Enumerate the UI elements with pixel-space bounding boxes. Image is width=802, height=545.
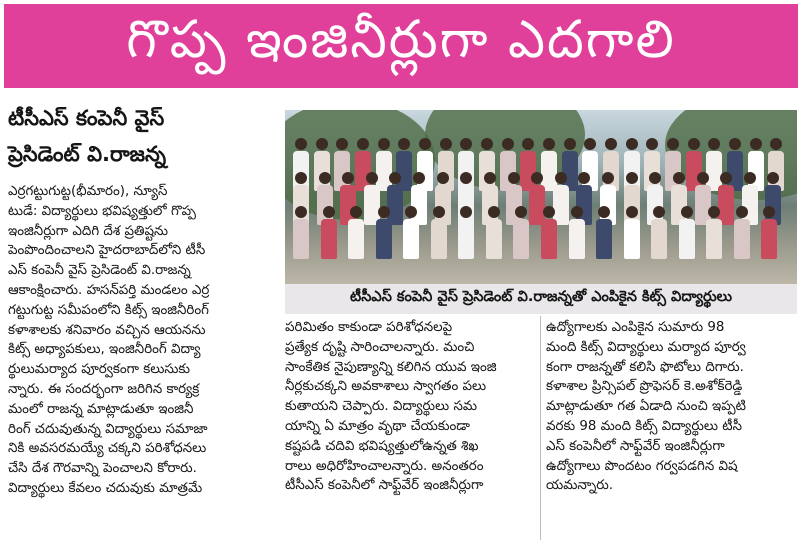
article-line: నీర్లకుచక్కని అవకాశాలు స్వాగతం పలు <box>285 379 487 395</box>
article-line: రింగ్ చదువుతున్న విద్యార్థులు సమాజా <box>8 421 208 437</box>
article-line: పెంపొందించాలని హైదరాబాద్‌లోని టీసీ <box>8 243 206 259</box>
article-line: మంలో రాజన్న మాట్లాడుతూ ఇంజినీ <box>8 401 194 417</box>
article-line: కుతాయని చెప్పారు. విద్యార్థులు సమ <box>285 399 478 415</box>
article-line: కంగా రాజన్నతో కలిసి ఫొటోలు దిగారు. <box>546 359 744 375</box>
article-line: కళాశాలకు శనివారం వచ్చిన ఆయనను <box>8 322 206 338</box>
article-line: యాన్ని ఏ మాత్రం వృథా చేయకుండా <box>285 418 470 434</box>
person-figure <box>541 206 557 259</box>
article-line: ర్థులుమర్యాద పూర్వకంగా కలుసుకు <box>8 362 191 378</box>
person-figure <box>403 206 419 259</box>
article-line: యమన్నారు. <box>546 478 614 494</box>
article-line: ఆకాంక్షించారు. హసన్‌పర్తి మండలం ఎర్ర <box>8 282 210 298</box>
article-line: ఇంజినీర్లుగా ఎదిగి దేశ ప్రతిష్టను <box>8 223 169 239</box>
article-line: ఉద్యోగాలు పొందటం గర్వపడగిన విష <box>546 458 738 474</box>
article-line: మంది కిట్స్ విద్యార్థులు మర్యాద పూర్వ <box>546 339 746 355</box>
person-figure <box>376 206 392 259</box>
article-line: విద్యార్థులు కేవలం చదువుకు మాత్రమే <box>8 480 203 496</box>
article-line: కష్టపడి చదివి భవిష్యత్తులోఉన్నత శిఖ <box>285 438 479 454</box>
article-line: పరిమితం కాకుండా పరిశోధనలపై <box>285 320 453 335</box>
person-figure <box>761 206 777 259</box>
person-figure <box>706 206 722 259</box>
headline: గొప్ప ఇంజినీర్లుగా ఎదగాలి <box>126 9 676 70</box>
person-figure <box>734 206 750 259</box>
subhead-line-2: ప్రెసిడెంట్ వి.రాజన్న <box>8 142 166 166</box>
person-figure <box>651 206 667 259</box>
article-line: కళాశాల ప్రిన్సిపల్ ప్రొఫెసర్ కె.అశోక్‌రెడ్డి <box>546 379 743 395</box>
article-line: ప్రత్యేక దృష్టి సారించాలన్నారు. మంచి <box>285 339 475 355</box>
person-figure <box>596 206 612 259</box>
subhead-line-1: టీసీఎస్ కంపెనీ వైస్ <box>8 106 165 130</box>
article-column-3 <box>546 318 798 496</box>
article-line: సాంకేతిక నైపుణ్యాన్ని కలిగిన యువ ఇంజి <box>285 359 497 375</box>
article-column-1 <box>8 182 278 499</box>
person-figure <box>431 206 447 259</box>
article-line: రాలు అధిరోహించాలన్నారు. అనంతరం <box>285 458 484 474</box>
headline-banner <box>4 4 798 88</box>
article-line: గట్టుగుట్ట సమీపంలోని కిట్స్ ఇంజినీరింగ్ <box>8 302 209 318</box>
person-figure <box>569 206 585 259</box>
article-line: మాట్లాడుతూ గత ఏడాది నుంచి ఇప్పటి <box>546 399 746 415</box>
article-line: చేసి దేశ గౌరవాన్ని పెంచాలని కోరారు. <box>8 461 197 477</box>
person-figure <box>513 206 529 259</box>
person-figure <box>321 206 337 259</box>
person-figure <box>679 206 695 259</box>
article-line: కిట్స్ అధ్యాపకులు, ఇంజినీరింగ్ విద్యా <box>8 342 201 358</box>
person-figure <box>293 206 309 259</box>
article-line: టుడే: విద్యార్థులు భవిష్యత్తులో గొప్ప <box>8 203 196 219</box>
group-photo <box>285 110 797 284</box>
article-column-2 <box>285 318 537 496</box>
article-line: ఎస్ కంపెనీ వైస్ ప్రెసిడెంట్ వి.రాజన్న <box>8 263 191 279</box>
article-line: ఉద్యోగాలకు ఎంపికైన సుమారు 98 <box>546 320 725 335</box>
photo-caption: టీసీఎస్ కంపెనీ వైస్ ప్రెసిడెంట్ వి.రాజన్నతో ఎంపికైన కిట్స్ విద్యార్థులు <box>285 284 797 314</box>
person-figure <box>348 206 364 259</box>
person-figure <box>624 206 640 259</box>
article-line: న్నారు. ఈ సందర్భంగా జరిగిన కార్యక్ర <box>8 381 200 397</box>
person-figure <box>486 206 502 259</box>
article-line: ఎస్ కంపెనీలో సాఫ్ట్‌వేర్ ఇంజినీర్లుగా <box>546 438 725 454</box>
person-figure <box>458 206 474 259</box>
article-line: ఎర్రగట్టుగుట్ట(భీమారం), న్యూస్ <box>8 184 168 199</box>
column-divider <box>540 316 541 540</box>
article-line: టీసీఎస్ కంపెనీలో సాఫ్ట్‌వేర్ ఇంజినీర్లుగా <box>285 478 484 494</box>
article-line: నికి అవసరమయ్యే చక్కని పరిశోధనలు <box>8 441 207 457</box>
article-line: వరకు 98 మంది కిట్స్ విద్యార్థులు టీసీ <box>546 418 743 434</box>
